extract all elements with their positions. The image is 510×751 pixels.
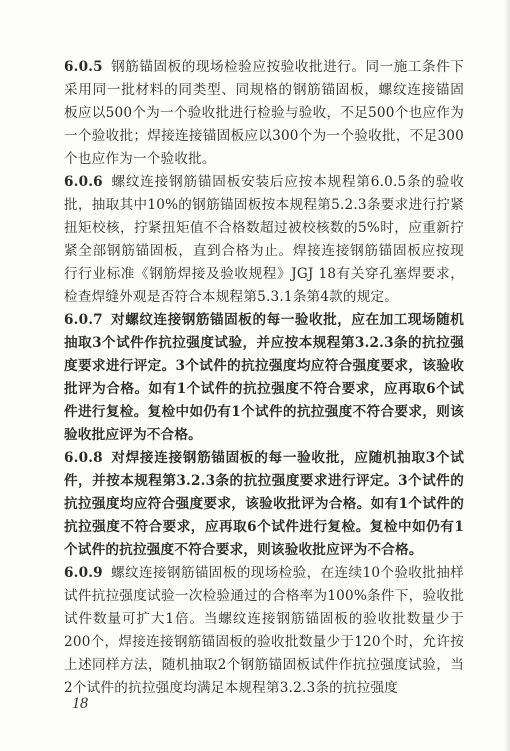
page-number: 18 <box>72 695 88 712</box>
clause-6-0-9 <box>64 562 464 700</box>
clause-number: 6.0.9 <box>64 565 103 581</box>
clause-text: 螺纹连接钢筋锚固板安装后应按本规程第6.0.5条的验收批，抽取其中10%的钢筋锚固板按本规程第5.2.3条要求进行拧紧扭矩校核，拧紧扭矩值不合格数超过被校核数的5%时，应重新拧紧全部钢筋锚固板，直到合格为止。焊接连接钢筋锚固板应按现行行业标准《钢筋焊接及验收规程》JGJ 18有关穿孔塞焊要求，检查焊缝外观是否符合本规程第5.3.1条第4款的规定。 <box>64 174 464 305</box>
document-body <box>64 56 464 700</box>
clause-number: 6.0.7 <box>64 312 103 328</box>
page-edge-shadow <box>504 0 510 751</box>
clause-6-0-7 <box>64 309 464 447</box>
clause-number: 6.0.6 <box>64 174 103 190</box>
clause-6-0-6 <box>64 171 464 309</box>
clause-number: 6.0.5 <box>64 59 103 75</box>
clause-6-0-8 <box>64 447 464 562</box>
clause-text: 对螺纹连接钢筋锚固板的每一验收批，应在加工现场随机抽取3个试件作抗拉强度试验，并应按本规程第3.2.3条的抗拉强度要求进行评定。3个试件的抗拉强度均应符合强度要求，该验收批评为合格。如有1个试件的抗拉强度不符合要求，应再取6个试件进行复检。复检中如仍有1个试件的抗拉强度不符合要求，则该验收批应评为不合格。 <box>64 312 464 443</box>
clause-text: 钢筋锚固板的现场检验应按验收批进行。同一施工条件下采用同一批材料的同类型、同规格的钢筋锚固板，螺纹连接锚固板应以500个为一个验收批进行检验与验收，不足500个也应作为一个验收批；焊接连接锚固板应以300个为一个验收批，不足300个也应作为一个验收批。 <box>64 59 464 167</box>
clause-6-0-5 <box>64 56 464 171</box>
clause-text: 对焊接连接钢筋锚固板的每一验收批，应随机抽取3个试件，并按本规程第3.2.3条的抗拉强度要求进行评定。3个试件的抗拉强度均应符合强度要求，该验收批评为合格。如有1个试件的抗拉强度不符合要求，应再取6个试件进行复检。复检中如仍有1个试件的抗拉强度不符合要求，则该验收批应评为不合格。 <box>64 450 464 558</box>
clause-text: 螺纹连接钢筋锚固板的现场检验，在连续10个验收批抽样试件抗拉强度试验一次检验通过的合格率为100%条件下，验收批试件数量可扩大1倍。当螺纹连接钢筋锚固板的验收批数量少于200个，焊接连接钢筋锚固板的验收批数量少于120个时，允许按上述同样方法，随机抽取2个钢筋锚固板试件作抗拉强度试验，当2个试件的抗拉强度均满足本规程第3.2.3条的抗拉强度 <box>64 565 464 696</box>
clause-number: 6.0.8 <box>64 450 103 466</box>
